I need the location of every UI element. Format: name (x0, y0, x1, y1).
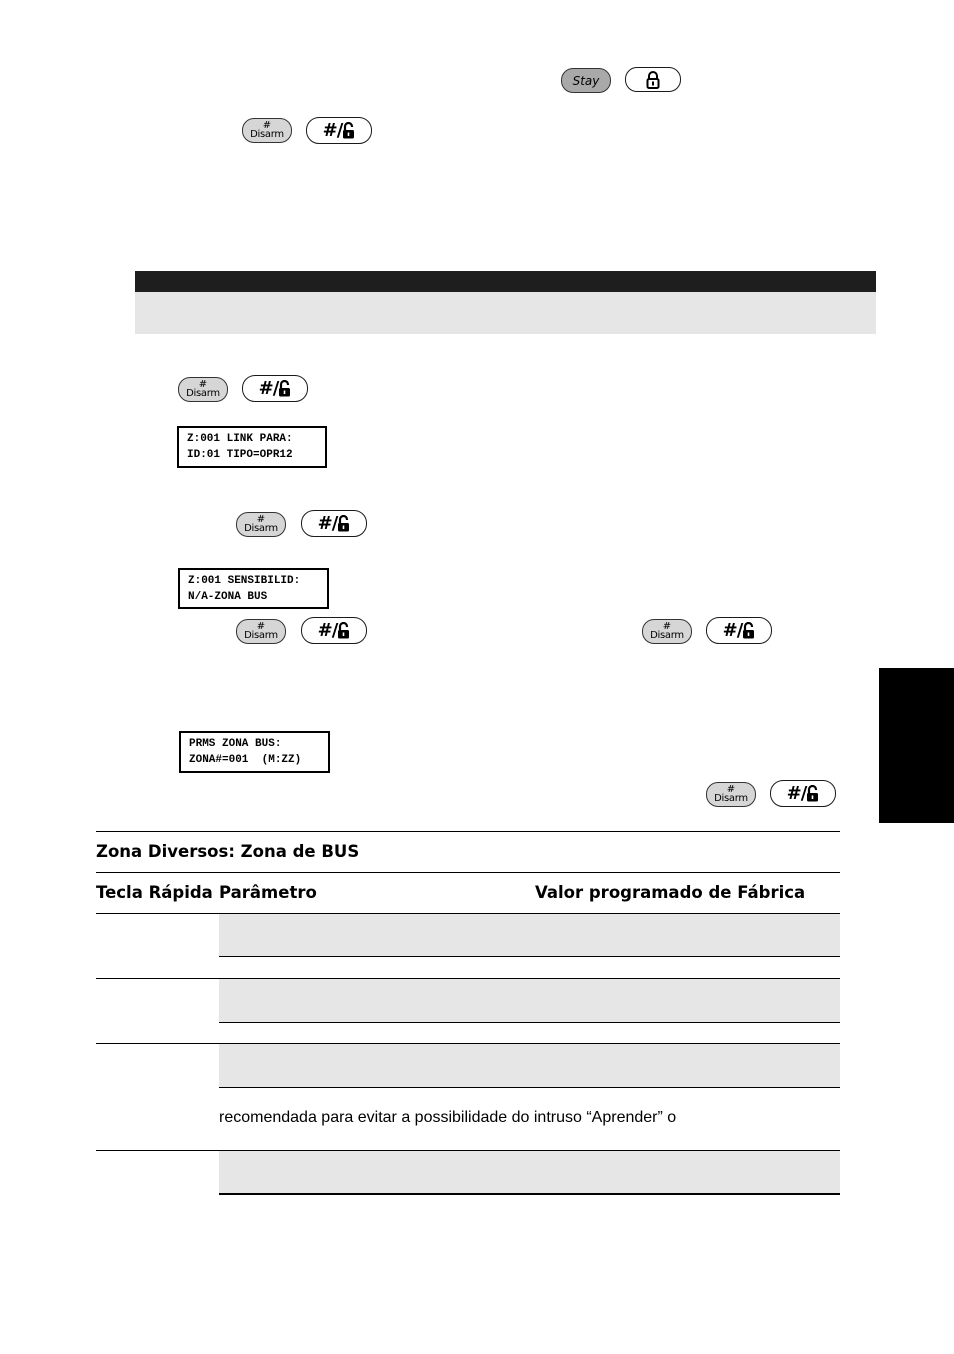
table-row (219, 1044, 840, 1087)
lcd-line-1: Z:001 LINK PARA: (187, 433, 293, 445)
hash-slash-label: #/ (317, 513, 338, 534)
padlock-open-icon (742, 622, 755, 639)
disarm-key-icon (236, 512, 286, 537)
hash-slash-label: #/ (722, 620, 743, 641)
hash-slash-label: #/ (317, 620, 338, 641)
table-rule (96, 872, 840, 873)
padlock-open-icon (342, 122, 355, 139)
hash-unlock-key-icon (301, 510, 367, 537)
disarm-label: Disarm (186, 388, 220, 399)
section-header-bar (135, 271, 876, 292)
header-hotkey: Tecla Rápida (96, 883, 213, 902)
disarm-label: Disarm (714, 793, 748, 804)
hash-symbol: # (256, 621, 266, 632)
hash-slash-label: #/ (322, 120, 343, 141)
hash-symbol: # (726, 784, 736, 795)
lcd-line-1: Z:001 SENSIBILID: (188, 575, 301, 587)
disarm-label: Disarm (244, 523, 278, 534)
hash-symbol: # (662, 621, 672, 632)
table-row (219, 1151, 840, 1193)
table-bottom-rule (219, 1193, 840, 1195)
hash-unlock-key-icon (242, 375, 308, 402)
table-row (219, 914, 840, 956)
hash-unlock-key-icon (770, 780, 836, 807)
disarm-key-icon (236, 619, 286, 644)
table-rule (219, 1087, 840, 1088)
disarm-label: Disarm (244, 630, 278, 641)
table-row (219, 979, 840, 1022)
table-title: Zona Diversos: Zona de BUS (96, 842, 360, 861)
padlock-open-icon (337, 515, 350, 532)
table-rule (219, 956, 840, 957)
hash-slash-label: #/ (786, 783, 807, 804)
table-rule (219, 1022, 840, 1023)
hash-symbol: # (262, 120, 272, 131)
header-parameter: Parâmetro (219, 883, 317, 902)
header-default-value: Valor programado de Fábrica (535, 883, 806, 902)
chapter-side-tab (879, 668, 954, 823)
hash-symbol: # (198, 379, 208, 390)
table-note-text: recomendada para evitar a possibilidade do intruso “Aprender” o (219, 1109, 677, 1126)
padlock-open-icon (806, 785, 819, 802)
lock-key-icon (625, 67, 681, 92)
lcd-line-2: N/A-ZONA BUS (188, 591, 268, 603)
hash-unlock-key-icon (306, 117, 372, 144)
lcd-display-link (177, 426, 327, 468)
hash-slash-label: #/ (258, 378, 279, 399)
lcd-display-bus-zone (179, 731, 330, 773)
stay-key-icon: Stay (561, 68, 611, 93)
disarm-key-icon (242, 118, 292, 143)
lcd-line-1: PRMS ZONA BUS: (189, 738, 282, 750)
padlock-open-icon (337, 622, 350, 639)
lcd-display-sensitivity (178, 568, 329, 609)
disarm-label: Disarm (250, 129, 284, 140)
disarm-key-icon (642, 619, 692, 644)
disarm-key-icon (706, 782, 756, 807)
hash-unlock-key-icon (301, 617, 367, 644)
disarm-label: Disarm (650, 630, 684, 641)
padlock-open-icon (278, 380, 291, 397)
disarm-key-icon (178, 377, 228, 402)
hash-symbol: # (256, 514, 266, 525)
hash-unlock-key-icon (706, 617, 772, 644)
lcd-line-2: ID:01 TIPO=OPR12 (187, 449, 293, 461)
lcd-line-2: ZONA#=001 (M:ZZ) (189, 754, 302, 766)
table-top-rule (96, 831, 840, 832)
padlock-closed-icon (646, 71, 660, 89)
section-subheader-bar (135, 292, 876, 334)
